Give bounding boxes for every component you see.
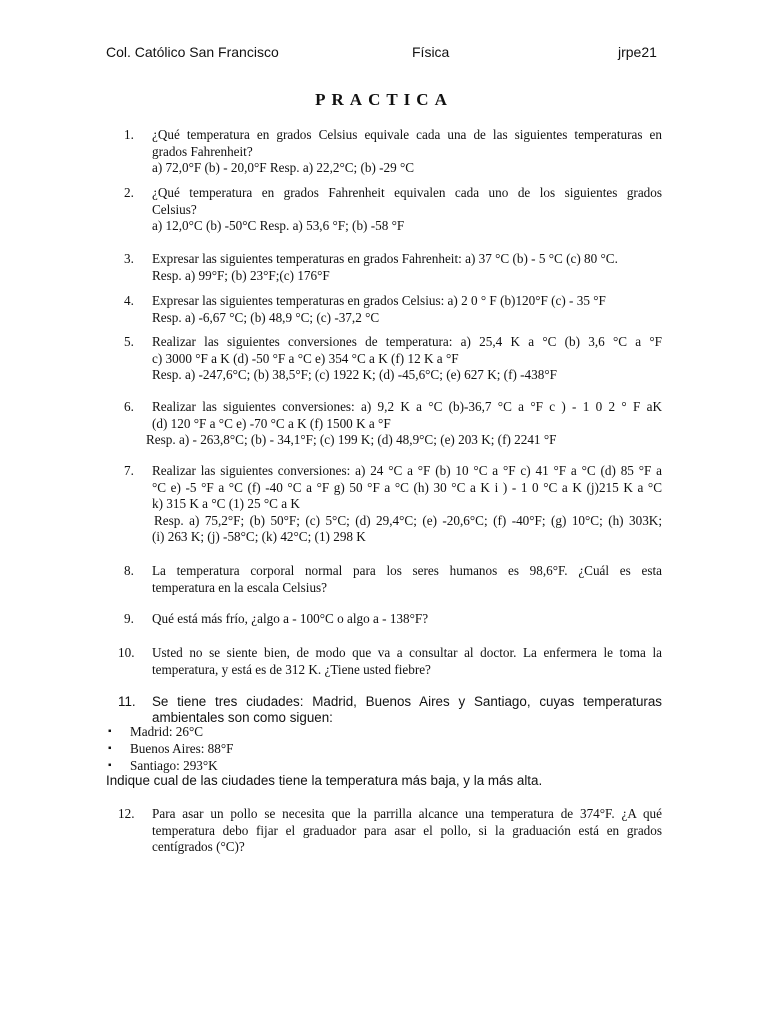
page-header — [0, 44, 768, 64]
subject-name: Física — [412, 44, 450, 60]
question-number: 5. — [124, 334, 134, 349]
question-8 — [124, 563, 662, 596]
question-number: 11. — [118, 694, 136, 709]
question-text: ¿Qué temperatura en grados Celsius equivale cada una de las siguientes temperaturas en — [152, 127, 662, 142]
question-text: centígrados (°C)? — [152, 839, 245, 854]
answer-line: (i) 263 K; (j) -58°C; (k) 42°C; (1) 298 K — [152, 529, 366, 544]
question-text: ¿Qué temperatura en grados Fahrenheit equivalen cada uno de los siguientes grados — [152, 185, 662, 200]
question-text: k) 315 K a °C (1) 25 °C a K — [152, 496, 300, 511]
author-tag: jrpe21 — [618, 44, 657, 60]
question-text: temperatura, y está es de 312 K. ¿Tiene usted fiebre? — [152, 661, 431, 677]
question-11-closing: Indique cual de las ciudades tiene la temperatura más baja, y la más alta. — [106, 773, 543, 788]
answer-line: Resp. a) 99°F; (b) 23°F;(c) 176°F — [152, 267, 330, 283]
question-text: ambientales son como siguen: — [152, 710, 333, 725]
question-text: temperatura en la escala Celsius? — [152, 579, 328, 595]
city-list — [106, 723, 233, 774]
question-3 — [124, 251, 662, 284]
question-text: Celsius? — [152, 201, 197, 217]
question-9 — [124, 611, 662, 628]
answer-line: Resp. a) 75,2°F; (b) 50°F; (c) 5°C; (d) 29,4°C; (e) -20,6°C; (f) -40°F; (g) 10°C; (h) 303K; — [154, 512, 662, 528]
question-number: 7. — [124, 463, 134, 478]
list-item: ▪ Buenos Aires: 88°F — [106, 740, 233, 757]
question-number: 2. — [124, 185, 134, 200]
question-text: Qué está más frío, ¿algo a - 100°C o algo a - 138°F? — [152, 611, 429, 626]
question-5 — [124, 334, 662, 384]
question-number: 9. — [124, 611, 134, 626]
question-text: (d) 120 °F a °C e) -70 °C a K (f) 1500 K a °F — [152, 415, 391, 431]
question-text: Para asar un pollo se necesita que la parrilla alcance una temperatura de 374°F. ¿A qué — [152, 806, 662, 821]
question-1 — [124, 127, 662, 177]
question-10 — [118, 645, 662, 678]
answer-line: Resp. a) -6,67 °C; (b) 48,9 °C; (c) -37,2 °C — [152, 309, 380, 325]
question-text: Realizar las siguientes conversiones: a) 24 °C a °F (b) 10 °C a °F c) 41 °F a °C (d) 85 °F a — [152, 463, 662, 478]
question-text: Realizar las siguientes conversiones de temperatura: a) 25,4 K a °C (b) 3,6 °C a °F — [152, 334, 662, 349]
question-text: grados Fahrenheit? — [152, 143, 253, 159]
page-title: PRACTICA — [315, 90, 453, 109]
question-number: 4. — [124, 293, 134, 308]
answer-line: Resp. a) -247,6°C; (b) 38,5°F; (c) 1922 K; (d) -45,6°C; (e) 627 K; (f) -438°F — [152, 367, 557, 382]
question-number: 12. — [118, 806, 135, 821]
question-7 — [124, 463, 662, 546]
school-name: Col. Católico San Francisco — [106, 44, 279, 60]
question-number: 3. — [124, 251, 134, 266]
question-2 — [124, 185, 662, 235]
answer-line: a) 12,0°C (b) -50°C Resp. a) 53,6 °F; (b) -58 °F — [152, 218, 405, 233]
question-text: Realizar las siguientes conversiones: a) 9,2 K a °C (b)-36,7 °C a °F c ) - 1 0 2 ° F aK — [152, 399, 662, 414]
list-item: ▪ Madrid: 26°C — [106, 723, 233, 740]
list-item: ▪ Santiago: 293°K — [106, 757, 233, 774]
question-number: 8. — [124, 563, 134, 578]
question-number: 10. — [118, 645, 135, 660]
question-12 — [118, 806, 662, 856]
question-text: c) 3000 °F a K (d) -50 °F a °C e) 354 °C a K (f) 12 K a °F — [152, 350, 459, 366]
question-11 — [118, 694, 662, 726]
question-number: 1. — [124, 127, 134, 142]
question-text: La temperatura corporal normal para los seres humanos es 98,6°F. ¿Cuál es esta — [152, 563, 662, 578]
question-text: temperatura debo fijar el graduador para asar el pollo, si la graduación está en grados — [152, 822, 662, 838]
question-text: Se tiene tres ciudades: Madrid, Buenos Aires y Santiago, cuyas temperaturas — [152, 694, 662, 709]
question-6 — [124, 399, 662, 449]
question-number: 6. — [124, 399, 134, 414]
question-text: Expresar las siguientes temperaturas en grados Celsius: a) 2 0 ° F (b)120°F (c) - 35 °F — [152, 293, 606, 308]
question-text: Usted no se siente bien, de modo que va a consultar al doctor. La enfermera le toma la — [152, 645, 662, 660]
question-text: Expresar las siguientes temperaturas en grados Fahrenheit: a) 37 °C (b) - 5 °C (c) 80 °C. — [152, 251, 618, 266]
answer-line: a) 72,0°F (b) - 20,0°F Resp. a) 22,2°C; (b) -29 °C — [152, 160, 415, 175]
question-text: °C e) -5 °F a °C (f) -40 °C a °F g) 50 °F a °C (h) 30 °C a K i ) - 1 0 °C a K (j)215 K a °C — [152, 479, 662, 495]
answer-line: Resp. a) - 263,8°C; (b) - 34,1°F; (c) 199 K; (d) 48,9°C; (e) 203 K; (f) 2241 °F — [146, 432, 557, 447]
question-4 — [124, 293, 662, 326]
